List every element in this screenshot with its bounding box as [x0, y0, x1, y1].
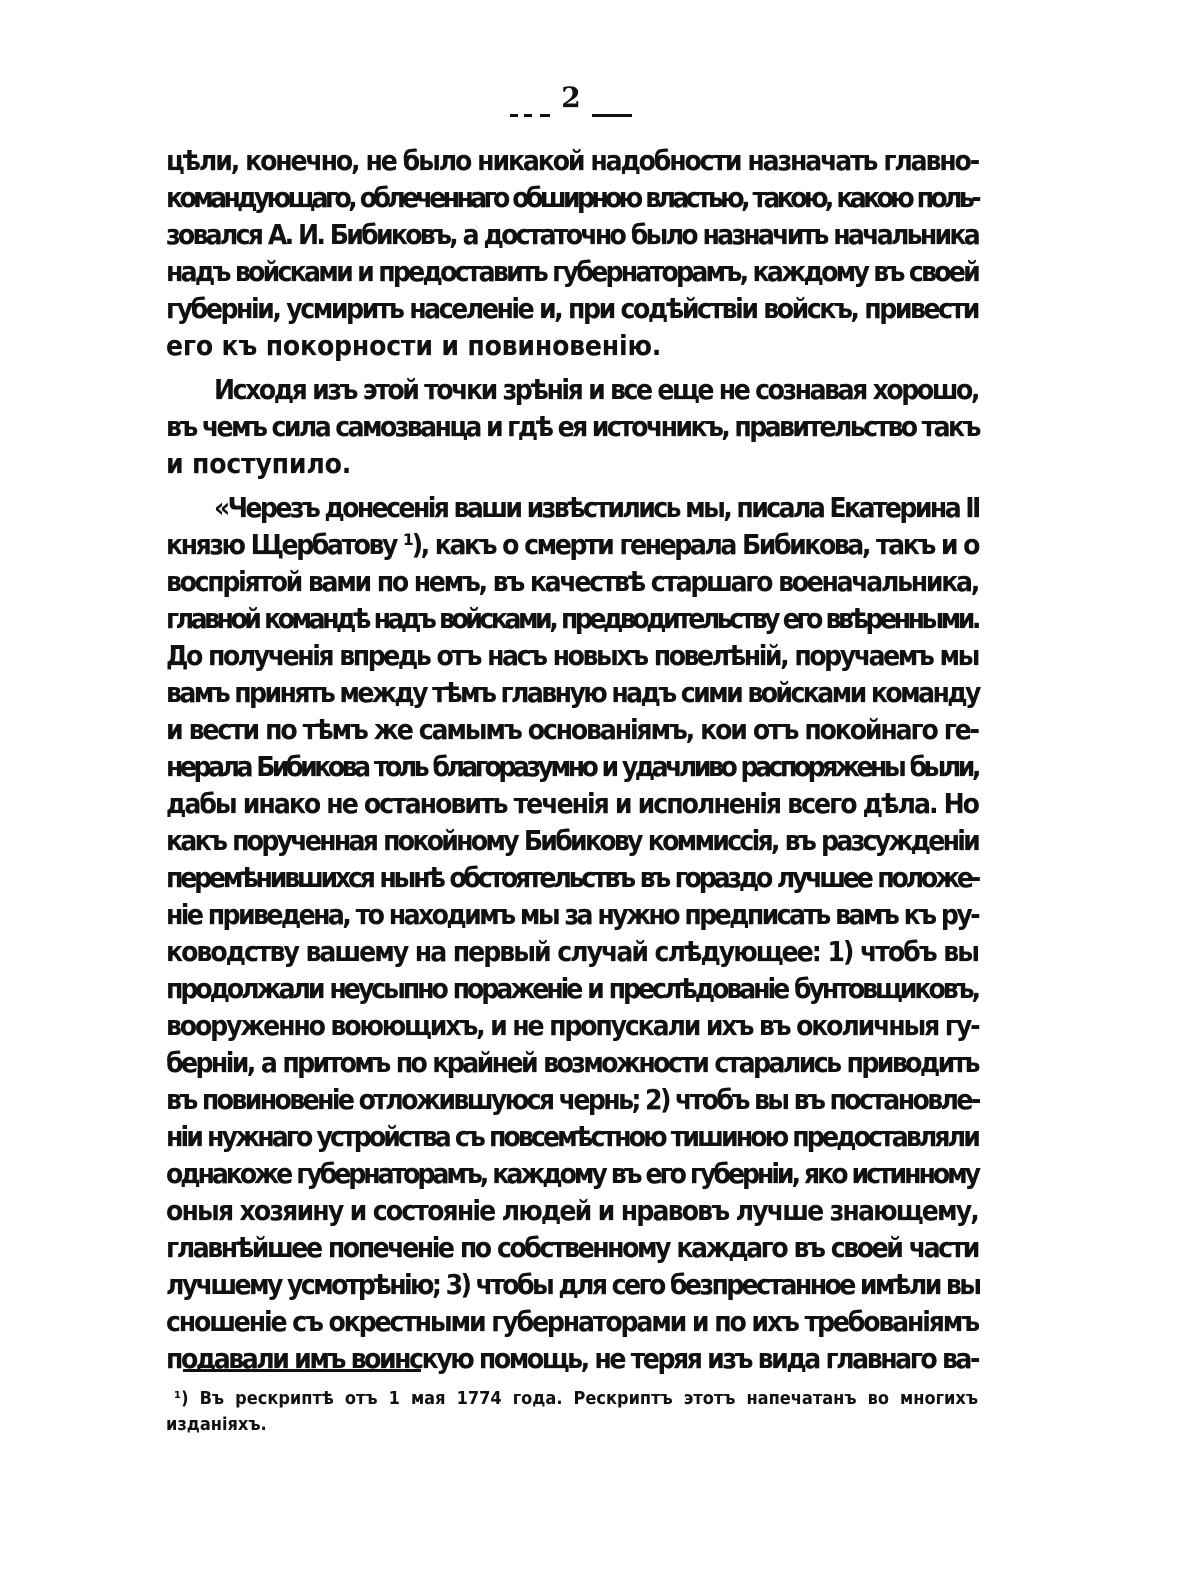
paragraph — [166, 371, 978, 482]
paragraph — [166, 142, 978, 364]
footnote-line: ¹) Въ рескриптѣ отъ 1 мая 1774 года. Рескриптъ этотъ напечатанъ во многихъ — [174, 1388, 978, 1409]
paragraph-spacer — [166, 364, 978, 371]
text-line: берніи, а притомъ по крайней возможности старались приводить — [166, 1046, 978, 1079]
footnote-line: изданіяхъ. — [166, 1414, 267, 1435]
text-line: продолжали неусыпно пораженіе и преслѣдованіе бунтовщиковъ, — [166, 972, 978, 1005]
text-line: оныя хозяину и состояніе людей и нравовъ лучше знающему, — [166, 1194, 978, 1227]
footnote-separator — [183, 1369, 421, 1372]
paragraph-spacer — [166, 482, 978, 489]
text-line: ніе приведена, то находимъ мы за нужно предписать вамъ къ ру- — [166, 898, 978, 931]
text-line: воспріятой вами по немъ, въ качествѣ старшаго военачальника, — [166, 565, 978, 598]
text-line: въ повиновеніе отложившуюся чернь; 2) чтобъ вы въ постановле- — [166, 1083, 979, 1116]
header-rule — [510, 114, 518, 117]
text-line: ніи нужнаго устройства съ повсемѣстною тишиною предоставляли — [166, 1120, 978, 1153]
header-rule — [592, 114, 632, 117]
text-line: и вести по тѣмъ же самымъ основаніямъ, кои отъ покойнаго ге- — [166, 713, 978, 746]
text-line: лучшему усмотрѣнію; 3) чтобы для сего безпрестанное имѣли вы — [166, 1268, 980, 1301]
text-line: надъ войсками и предоставить губернаторамъ, каждому въ своей — [166, 255, 978, 288]
text-line: въ чемъ сила самозванца и гдѣ ея источникъ, правительство такъ — [166, 410, 979, 443]
header-rule — [524, 114, 532, 117]
text-line: зовался А. И. Бибиковъ, а достаточно было назначить начальника — [166, 218, 978, 251]
body-text — [166, 142, 978, 1377]
text-line: князю Щербатову ¹), какъ о смерти генерала Бибикова, такъ и о — [166, 528, 978, 561]
text-line: и поступило. — [166, 447, 352, 480]
text-line: главнѣйшее попеченіе по собственному каждаго въ своей части — [166, 1231, 978, 1264]
text-line: Исходя изъ этой точки зрѣнія и все еще не сознавая хорошо, — [214, 373, 978, 406]
paragraph — [166, 489, 978, 1377]
text-line: командующаго, облеченнаго обширною властью, такою, какою поль- — [166, 181, 978, 214]
footnote — [166, 1386, 978, 1438]
text-line: какъ порученная покойному Бибикову коммиссія, въ разсужденіи — [166, 824, 978, 857]
text-line: нерала Бибикова толь благоразумно и удачливо распоряжены были, — [166, 750, 978, 783]
text-line: вамъ принять между тѣмъ главную надъ сими войсками команду — [166, 676, 979, 709]
text-line: губерніи, усмирить населеніе и, при содѣйствіи войскъ, привести — [166, 292, 978, 325]
text-line: дабы инако не остановить теченія и исполненія всего дѣла. Но — [166, 787, 978, 820]
text-line: подавали имъ воинскую помощь, не теряя изъ вида главнаго ва- — [166, 1342, 978, 1375]
text-line: однакоже губернаторамъ, каждому въ его губерніи, яко истинному — [166, 1157, 978, 1190]
text-line: До полученія впредь отъ насъ новыхъ повелѣній, поручаемъ мы — [166, 639, 978, 672]
text-line: вооруженно воюющихъ, и не пропускали ихъ въ околичныя гу- — [166, 1009, 979, 1042]
text-line: перемѣнившихся нынѣ обстоятельствъ въ гораздо лучшее положе- — [166, 861, 978, 894]
text-line: сношеніе съ окрестными губернаторами и по ихъ требованіямъ — [166, 1305, 978, 1338]
text-line: его къ покорности и повиновенію. — [166, 329, 662, 362]
page-header — [0, 78, 1191, 128]
text-line: ководству вашему на первый случай слѣдующее: 1) чтобъ вы — [166, 935, 978, 968]
text-line: «Черезъ донесенія ваши извѣстились мы, писала Екатерина II — [214, 491, 979, 524]
text-line: цѣли, конечно, не было никакой надобности назначать главно- — [166, 144, 978, 177]
text-line: главной командѣ надъ войсками, предводительству его ввѣренными. — [166, 602, 978, 635]
page-number: 2 — [561, 81, 581, 114]
